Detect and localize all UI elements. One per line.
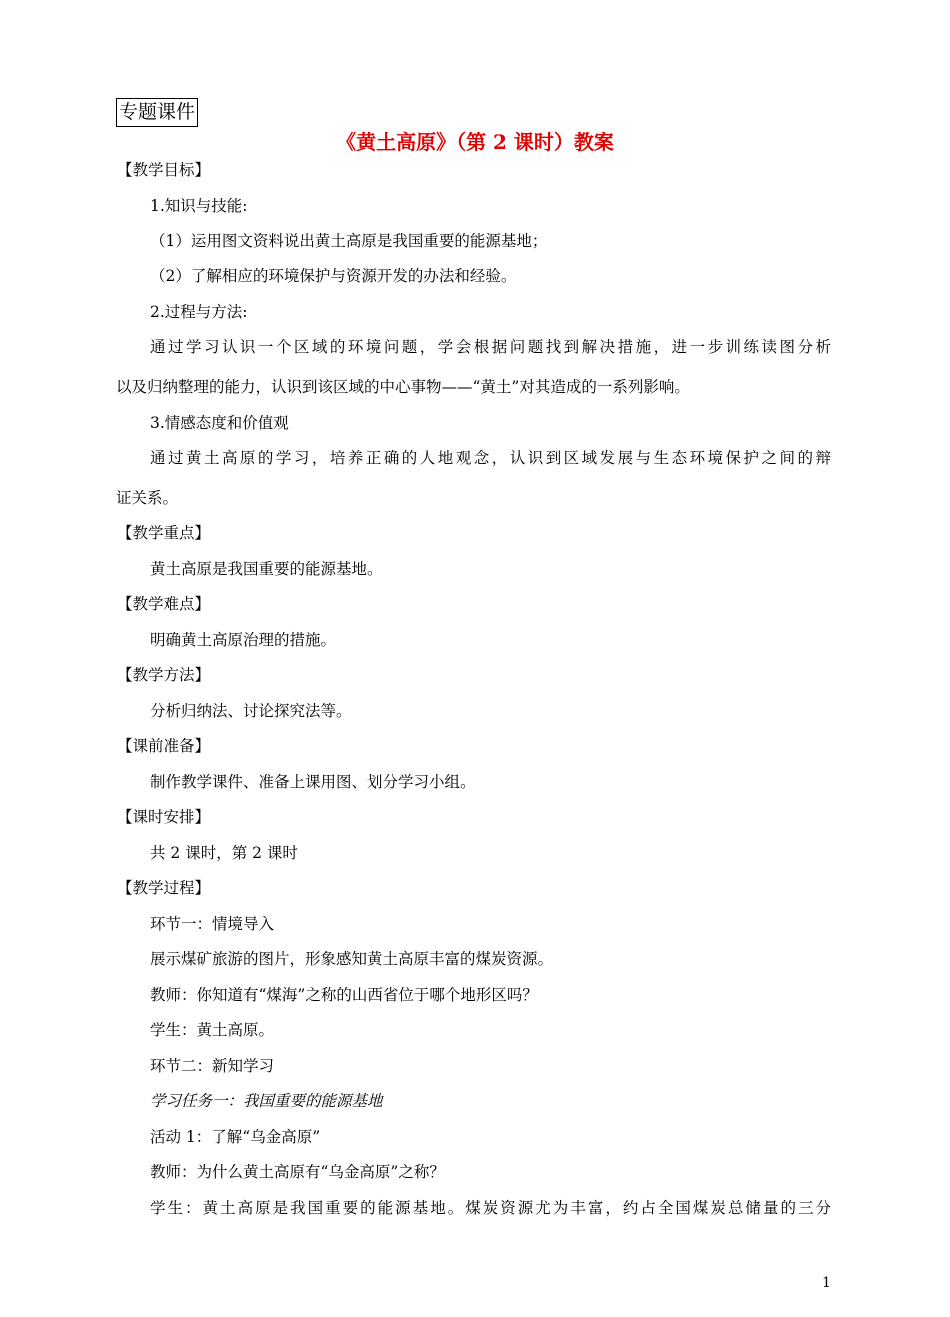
- section-heading-methods: 【教学方法】: [117, 666, 211, 684]
- paragraph-line: 通过黄土高原的学习，培养正确的人地观念，认识到区域发展与生态环境保护之间的辩: [150, 449, 831, 467]
- page-number: 1: [822, 1275, 831, 1291]
- dialogue-teacher: 教师：你知道有“煤海”之称的山西省位于哪个地形区吗？: [150, 986, 538, 1004]
- methods-text: 分析归纳法、讨论探究法等。: [150, 702, 352, 720]
- topic-tag: 专题课件: [116, 98, 198, 127]
- objective-item-1: （1）运用图文资料说出黄土高原是我国重要的能源基地；: [150, 232, 548, 250]
- process-step-heading: 环节二：新知学习: [150, 1057, 275, 1075]
- dialogue-student: 学生：黄土高原是我国重要的能源基地。煤炭资源尤为丰富，约占全国煤炭总储量的三分: [150, 1199, 831, 1217]
- dialogue-student: 学生：黄土高原。: [150, 1021, 275, 1039]
- section-heading-key-points: 【教学重点】: [117, 524, 211, 542]
- section-heading-difficulties: 【教学难点】: [117, 595, 211, 613]
- key-point-text: 黄土高原是我国重要的能源基地。: [150, 560, 383, 578]
- activity-heading: 活动 1：了解“乌金高原”: [150, 1128, 321, 1146]
- paragraph-line: 通过学习认识一个区域的环境问题，学会根据问题找到解决措施，进一步训练读图分析: [150, 338, 831, 356]
- subheading-process-method: 2.过程与方法:: [150, 303, 248, 321]
- subheading-knowledge-skills: 1.知识与技能:: [150, 197, 248, 215]
- section-heading-schedule: 【课时安排】: [117, 808, 211, 826]
- difficulty-text: 明确黄土高原治理的措施。: [150, 631, 337, 649]
- section-heading-preparation: 【课前准备】: [117, 737, 211, 755]
- paragraph-line: 证关系。: [116, 489, 179, 507]
- learning-task-heading: 学习任务一：我国重要的能源基地: [150, 1092, 383, 1110]
- subheading-attitude-values: 3.情感态度和价值观: [150, 414, 289, 432]
- dialogue-teacher: 教师：为什么黄土高原有“乌金高原”之称？: [150, 1163, 445, 1181]
- section-heading-process: 【教学过程】: [117, 879, 211, 897]
- section-heading-objectives: 【教学目标】: [117, 161, 211, 179]
- process-step-heading: 环节一：情境导入: [150, 915, 275, 933]
- process-line: 展示煤矿旅游的图片，形象感知黄土高原丰富的煤炭资源。: [150, 950, 554, 968]
- objective-item-2: （2）了解相应的环境保护与资源开发的办法和经验。: [150, 267, 517, 285]
- paragraph-line: 以及归纳整理的能力，认识到该区域的中心事物——“黄土”对其造成的一系列影响。: [116, 378, 690, 396]
- preparation-text: 制作教学课件、准备上课用图、划分学习小组。: [150, 773, 476, 791]
- schedule-text: 共 2 课时，第 2 课时: [150, 844, 298, 862]
- document-title: 《黄土高原》（第 2 课时）教案: [336, 130, 614, 154]
